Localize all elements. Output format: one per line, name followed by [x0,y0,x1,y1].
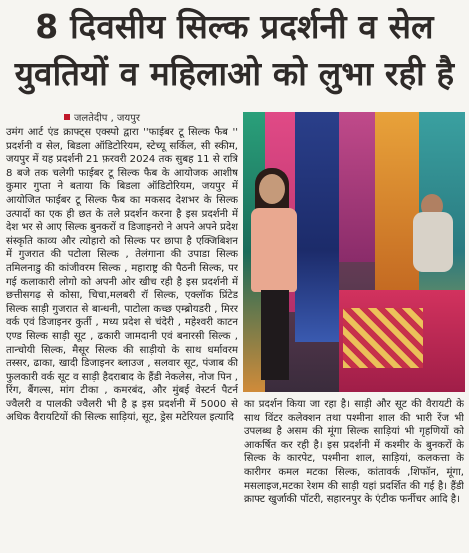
article-right-column: का प्रदर्शन किया जा रहा है। साड़ी और सूट की वैरायटी के साथ विंटर कलेक्शन तथा पश्मीना शाल की भारी रेंज भी उपलब्ध है असम की मूंगा सिल्क साड़ियां भी गृहणियों को आकर्षित कर रही है। इस प्रदर्शनी में कश्मीर के बुनकरों के सिल्क के कारपेट, पश्मीना शाल, साड़ियां, कलकत्ता के कारीगर कमल मटका सिल्क, कांतावर्क ,शिफॉन, मूंगा, मसलाइज,मटका रेशम की साड़ी यहां प्रदर्शित की गई है। हैंडी क्राफ्ट खुर्जाकी पॉटरी, सहारनपुर के एंटीक फर्नीचर आदि है। [244,399,464,506]
saree-display [295,112,339,342]
man-figure-body [413,212,453,272]
woman-figure-head [259,174,285,204]
headline-line-1: 8 दिवसीय सिल्क प्रदर्शनी व सेल [35,7,434,46]
saree-display [375,112,419,292]
headline-line-2: युवतियों व महिलाओ को लुभा रही है [14,54,455,93]
saree-display [339,112,375,262]
woman-figure-body [251,208,297,292]
exhibition-photo [243,112,465,392]
byline-text: जलतेदीप , जयपुर [74,113,141,124]
woman-figure-legs [261,290,289,380]
fabric-on-table [343,308,423,368]
byline [64,110,140,124]
byline-marker-icon [64,114,70,120]
article-left-column: उमंग आर्ट एंड क्राफ्ट्स एक्स्पो द्वारा ''फाईबर टू सिल्क फैब '' प्रदर्शनी व सेल, बिडला ऑडिटोरियम, स्टेच्यू सर्किल, सी स्कीम, जयपुर में यह प्रदर्शनी 21 फ़रवरी 2024 तक सुबह 11 से रात्रि 8 बजे तक चलेगी फाईबर टू सिल्क फैब के आयोजक आशीष कुमार गुप्ता ने बताया कि बिडला ऑडिटोरियम, जयपुर में आयोजित फाईबर टू सिल्क फैब का मकसद देशभर के सिल्क उत्पादों का एक ही छत के तले प्रदर्शन करना है इस प्रदर्शनी में देश भर से आए सिल्क बुनकरों व डिजाइनरो ने अपने अपने प्रदेश संस्कृति काव्य और त्योहारो को सिल्क पर छापा है एक्जिबिशन में गुजरात की पटोला सिल्क , तेलंगाना की उपाडा सिल्क तमिलनाडु की कांजीवरम सिल्क , महाराष्ट्र की पैठनी सिल्क, पर गई कलाकारी लोगो को अपनी ओर खीच रही है इस प्रदर्शनी में छत्तीसगढ़ से कोसा, चिचा,मलबरी रॉ सिल्क, एक्लॉक प्रिंटेड सिल्क साड़ी गुजरात से बान्धनी, पाटोला कच्छ एम्ब्रोयडरी , मिरर वर्क एवं डिजाइनर कुर्ती , मध्य प्रदेश से चंदेरी , महेश्वरी काटन एण्ड सिल्क साड़ी सूट , ढकारी जामदानी एवं बनारसी सिल्क , तान्चोयी सिल्क, मैसूर सिल्क की साड़ीयो के साथ धर्मावरम तस्सर, ढाका, खादी डिजाइनर ब्लाउज , सलवार सूट, पंजाब की फुलकारी वर्क सूट व साड़ी हैदराबाद के हैंडी नेकलेस, नोज पिन , रिंग, बैंगल्स, मांग टीका , कमरबंद, और मुंबई वेस्टर्न पैटर्न ज्वैलरी व पालकी ज्वैलरी भी है ह्र इस प्रदर्शनी में 5000 से अधिक वैरायटियों की सिल्क साड़ियां, सूट, ड्रेस मटेरियल इत्यादि [6,127,238,424]
